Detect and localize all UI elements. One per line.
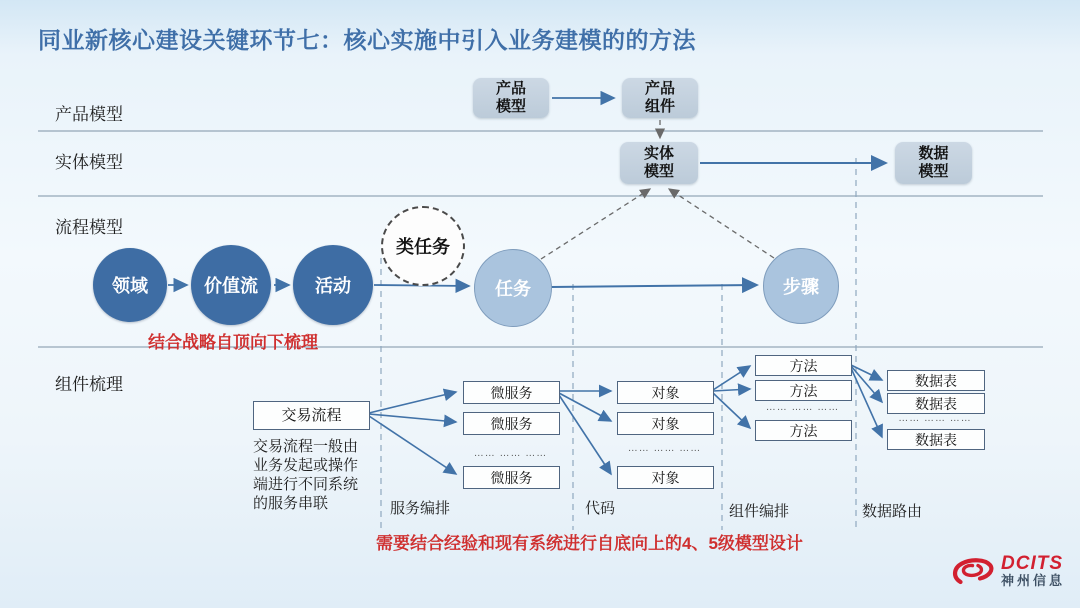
data-table-label: 数据表 [915, 431, 957, 448]
data-table-label: 数据表 [915, 395, 957, 412]
transaction-flow-note: 交易流程一般由业务发起或操作端进行不同系统的服务串联 [253, 438, 359, 512]
value-stream-label: 价值流 [204, 276, 258, 296]
object-label: 对象 [651, 415, 680, 432]
object-label: 对象 [651, 384, 680, 401]
method-box-1 [755, 355, 852, 376]
data-model-label: 数据模型 [918, 145, 949, 180]
entity-model-label: 实体模型 [643, 145, 674, 180]
data-table-box-1 [887, 370, 985, 391]
top-down-note: 结合战略自顶向下梳理 [148, 333, 318, 352]
lane-label-data-routing: 数据路由 [862, 503, 923, 520]
microservice-label: 微服务 [490, 384, 533, 401]
logo-brand: DCITS [1001, 553, 1063, 575]
object-box-3 [617, 466, 714, 489]
ellipsis-divider: …… …… …… [765, 402, 840, 413]
row-label-process-model: 流程模型 [55, 218, 123, 237]
ellipsis-divider: …… …… …… [473, 448, 548, 459]
dcits-swirl-icon [950, 551, 996, 591]
activity-label: 活动 [315, 276, 351, 296]
data-table-box-2 [887, 393, 985, 414]
microservice-box-3 [463, 466, 560, 489]
method-label: 方法 [789, 382, 818, 399]
dashed-arrows [541, 120, 774, 259]
product-model-node [473, 78, 549, 118]
method-label: 方法 [789, 357, 818, 374]
ellipsis-divider: …… …… …… [627, 443, 702, 454]
microservice-label: 微服务 [490, 469, 533, 486]
task-node [474, 249, 552, 327]
lane-label-component-orchestration: 组件编排 [729, 503, 790, 520]
logo-text [1001, 554, 1065, 588]
task-label: 任务 [495, 279, 531, 299]
transaction-flow-box [253, 401, 370, 430]
row-label-entity-model: 实体模型 [55, 153, 123, 172]
data-model-node [895, 142, 972, 184]
ellipsis-divider: …… …… …… [898, 413, 972, 424]
step-node [763, 248, 839, 324]
bottom-up-note: 需要结合经验和现有系统进行自底向上的4、5级模型设计 [376, 534, 803, 553]
domain-node [93, 248, 167, 322]
microservice-label: 微服务 [490, 415, 533, 432]
data-table-box-3 [887, 429, 985, 450]
method-box-3 [755, 420, 852, 441]
page-title: 同业新核心建设关键环节七：核心实施中引入业务建模的的方法 [38, 27, 696, 53]
product-model-label: 产品模型 [495, 80, 526, 115]
task-class-node [381, 206, 465, 286]
object-label: 对象 [651, 469, 680, 486]
dcits-logo [950, 551, 1065, 591]
entity-model-node [620, 142, 698, 184]
row-label-product-model: 产品模型 [55, 105, 123, 124]
step-label: 步骤 [783, 277, 819, 297]
task-class-label: 类任务 [396, 237, 450, 257]
lane-label-service-orchestration: 服务编排 [390, 500, 451, 517]
object-box-2 [617, 412, 714, 435]
domain-label: 领域 [112, 276, 148, 296]
data-table-label: 数据表 [915, 372, 957, 389]
product-component-node [622, 78, 698, 118]
lane-label-code: 代码 [585, 500, 616, 517]
object-box-1 [617, 381, 714, 404]
method-box-2 [755, 380, 852, 401]
logo-company: 神州信息 [1001, 573, 1066, 589]
method-label: 方法 [789, 422, 818, 439]
transaction-flow-label: 交易流程 [281, 407, 342, 424]
activity-node [293, 245, 373, 325]
microservice-box-1 [463, 381, 560, 404]
product-component-label: 产品组件 [644, 80, 675, 115]
row-label-component-sorting: 组件梳理 [55, 375, 123, 394]
microservice-box-2 [463, 412, 560, 435]
value-stream-node [191, 245, 271, 325]
